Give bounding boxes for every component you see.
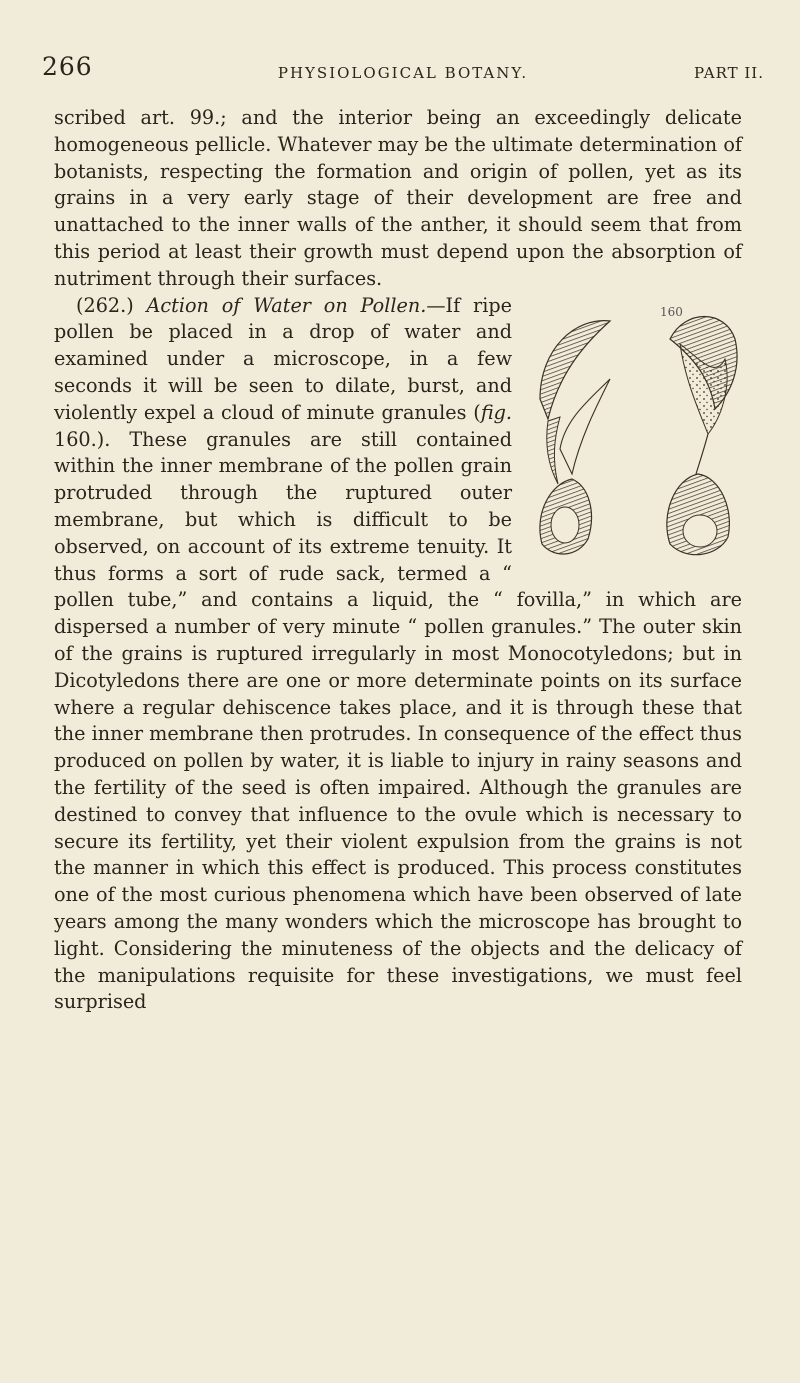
left-grain-outer-shell — [540, 320, 610, 418]
figure-reference: fig. — [480, 400, 512, 424]
heading-dash: — — [426, 293, 446, 317]
section-number: (262.) — [76, 293, 134, 317]
running-title: PHYSIOLOGICAL BOTANY. — [277, 64, 529, 82]
body-text — [54, 105, 742, 1016]
paragraph-1: scribed art. 99.; and the interior being an exceedingly delicate homogeneous pellicle. Whatever may be the ultimate determination of botanists, respecting the formation and origin of pollen, yet as its grains in a very early stage of their development are free and unattached to the inner walls of the anther, it should seem that from this period at least their growth must depend upon the absorption of nutriment through their surfaces. — [54, 106, 742, 290]
paragraph-262 — [54, 293, 742, 1017]
page-number: 266 — [42, 52, 93, 81]
section-text-b: 160.). These granules are still contained within the inner membrane of the pollen grain protruded through the ruptured outer membrane, but which is difficult to be observed, on account of its extreme tenuity. It thus forms a sort of rude sack, termed a “ pollen tube,” and contains a liquid, the “ fovilla,” in which are dispersed a number of very minute “ pollen granules.” The outer skin of the grains is ruptured irregularly in most Monocotyledons; but in Dicotyledons there are one or more determinate points on its surface where a regular dehiscence takes place, and it is through these that the inner membrane then protrudes. In consequence of the effect thus produced on pollen by water, it is liable to injury in rainy seasons and the fertility of the seed is often impaired. Although the granules are destined to convey that influence to the ovule which is necessary to secure its fertility, yet their violent expulsion from the grains is not the manner in which this effect is produced. This process constitutes one of the most curious phenomena which have been observed of late years among the many wonders which the microscope has brought to light. Considering the minuteness of the objects and the delicacy of the manipulations requisite for these investigations, we must feel surprised — [54, 427, 742, 1014]
page-header — [42, 52, 764, 92]
left-pollen-tube — [560, 379, 610, 474]
pollen-tube-illustration — [520, 299, 748, 563]
figure-160 — [520, 299, 748, 563]
part-label: PART II. — [694, 64, 764, 82]
figure-label: 160 — [660, 304, 683, 319]
section-heading: Action of Water on Pollen. — [146, 293, 427, 317]
left-grain-outer-shell-2 — [547, 417, 560, 484]
section-text-a: If ripe pollen be placed in a drop of water and examined under a microscope, in a few seconds it will be seen to dilate, burst, and violently expel a cloud of minute granules ( — [54, 293, 512, 424]
